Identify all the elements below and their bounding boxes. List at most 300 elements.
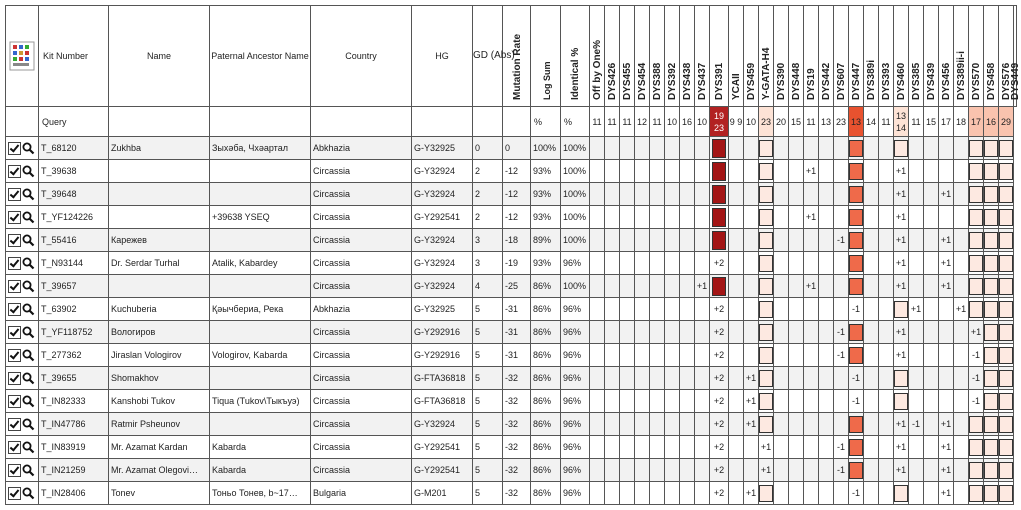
magnifier-icon[interactable] [21, 486, 35, 500]
row-checkbox[interactable] [8, 464, 21, 477]
match-swatch [969, 485, 983, 502]
marker-diff [984, 436, 999, 459]
marker-diff [605, 436, 620, 459]
query-marker-value: 11 [879, 107, 894, 137]
marker-diff [999, 229, 1014, 252]
marker-diff [620, 367, 635, 390]
cell-country: Abkhazia [311, 137, 412, 160]
marker-diff [744, 229, 759, 252]
marker-header-dys389i[interactable] [864, 6, 879, 107]
mutation-rate-header[interactable] [503, 6, 531, 107]
magnifier-icon[interactable] [21, 348, 35, 362]
cell-name: Вологиров [109, 321, 210, 344]
marker-diff [984, 459, 999, 482]
cell-gd: 5 [473, 344, 503, 367]
marker-diff [759, 321, 774, 344]
marker-diff: +1 [894, 206, 909, 229]
marker-label: DYS390 [776, 62, 787, 100]
marker-diff [729, 298, 744, 321]
cell-haplogroup: G-Y32924 [412, 183, 473, 206]
marker-header-dys389ii-i[interactable] [954, 6, 969, 107]
marker-diff [834, 275, 849, 298]
identical-header[interactable] [561, 6, 590, 107]
query-marker-value: 11 [620, 107, 635, 137]
marker-diff [635, 482, 650, 505]
marker-diff [665, 413, 680, 436]
row-checkbox[interactable] [8, 257, 21, 270]
marker-diff [954, 459, 969, 482]
cell-haplogroup: G-M201 [412, 482, 473, 505]
marker-diff [665, 206, 680, 229]
cell-identical: 86% [531, 321, 561, 344]
marker-diff [650, 436, 665, 459]
marker-diff [729, 252, 744, 275]
marker-header-dys456[interactable] [939, 6, 954, 107]
marker-header-dys455[interactable] [620, 6, 635, 107]
marker-diff [849, 459, 864, 482]
marker-header-dys438[interactable] [680, 6, 695, 107]
marker-diff [695, 367, 710, 390]
marker-diff [774, 160, 789, 183]
cell-kit-number: T_YF118752 [39, 321, 109, 344]
marker-diff [590, 436, 605, 459]
marker-diff [635, 436, 650, 459]
magnifier-icon[interactable] [21, 233, 35, 247]
cell-kit-number: T_39648 [39, 183, 109, 206]
marker-diff [605, 321, 620, 344]
cell-gd: 2 [473, 183, 503, 206]
row-actions [6, 206, 39, 229]
table-row [6, 436, 1017, 459]
table-row [6, 206, 1017, 229]
marker-diff [849, 413, 864, 436]
marker-diff [650, 459, 665, 482]
cell-log-sum: -32 [503, 436, 531, 459]
marker-diff [984, 275, 999, 298]
marker-diff [650, 344, 665, 367]
cell-haplogroup: G-FTA36818 [412, 367, 473, 390]
marker-header-dys459[interactable] [744, 6, 759, 107]
cell-gd: 2 [473, 206, 503, 229]
marker-diff [774, 459, 789, 482]
marker-diff [635, 390, 650, 413]
marker-header-dys448[interactable] [789, 6, 804, 107]
row-checkbox[interactable] [8, 142, 21, 155]
marker-diff [665, 298, 680, 321]
marker-diff [819, 459, 834, 482]
marker-diff [665, 183, 680, 206]
match-swatch [849, 462, 863, 479]
marker-header-dys439[interactable] [924, 6, 939, 107]
marker-diff [924, 436, 939, 459]
marker-diff: +1 [939, 459, 954, 482]
row-checkbox[interactable] [8, 441, 21, 454]
match-swatch [999, 209, 1013, 226]
marker-header-dys385[interactable] [909, 6, 924, 107]
row-checkbox[interactable] [8, 165, 21, 178]
marker-diff [620, 482, 635, 505]
marker-header-dys442[interactable] [819, 6, 834, 107]
marker-diff [834, 390, 849, 413]
marker-diff [939, 390, 954, 413]
marker-diff [620, 275, 635, 298]
marker-diff [635, 321, 650, 344]
match-swatch [984, 416, 998, 433]
match-swatch [999, 393, 1013, 410]
marker-diff: +1 [744, 390, 759, 413]
magnifier-icon[interactable] [21, 302, 35, 316]
match-swatch [984, 462, 998, 479]
marker-diff [999, 413, 1014, 436]
match-swatch [969, 439, 983, 456]
table-row [6, 482, 1017, 505]
marker-diff [819, 137, 834, 160]
marker-diff [849, 206, 864, 229]
magnifier-icon[interactable] [21, 417, 35, 431]
ycaii-match-swatch [712, 185, 726, 204]
marker-diff [909, 229, 924, 252]
marker-header-y-gata-h4[interactable] [759, 6, 774, 107]
marker-diff [804, 413, 819, 436]
cell-identical: 93% [531, 183, 561, 206]
match-swatch [849, 255, 863, 272]
marker-diff [744, 344, 759, 367]
row-checkbox[interactable] [8, 487, 21, 500]
cell-off-by-one: 100% [561, 229, 590, 252]
marker-diff [744, 321, 759, 344]
match-swatch [984, 140, 998, 157]
row-actions [6, 390, 39, 413]
marker-label: DYS454 [637, 62, 648, 100]
name-header[interactable]: Name [109, 6, 210, 107]
match-swatch [984, 209, 998, 226]
marker-diff [789, 137, 804, 160]
hg-header[interactable]: HG [412, 6, 473, 107]
match-swatch [969, 209, 983, 226]
marker-diff [620, 390, 635, 413]
match-swatch [984, 186, 998, 203]
cell-off-by-one: 96% [561, 436, 590, 459]
row-checkbox[interactable] [8, 303, 21, 316]
marker-diff [804, 482, 819, 505]
row-checkbox[interactable] [8, 418, 21, 431]
marker-header-dys19[interactable] [804, 6, 819, 107]
marker-header-dys426[interactable] [605, 6, 620, 107]
marker-diff [909, 252, 924, 275]
match-swatch [984, 278, 998, 295]
marker-diff: +1 [894, 459, 909, 482]
marker-header-dys458[interactable] [984, 6, 999, 107]
marker-diff [804, 344, 819, 367]
marker-header-dys390[interactable] [774, 6, 789, 107]
magnifier-icon[interactable] [21, 141, 35, 155]
match-swatch [894, 140, 908, 157]
marker-diff [864, 229, 879, 252]
marker-header-dys437[interactable] [695, 6, 710, 107]
query-marker-value: 15 [924, 107, 939, 137]
cell-off-by-one: 100% [561, 275, 590, 298]
match-swatch [759, 163, 773, 180]
marker-diff [924, 482, 939, 505]
marker-diff [984, 206, 999, 229]
row-checkbox[interactable] [8, 188, 21, 201]
marker-label: DYS439 [926, 62, 937, 100]
marker-diff [680, 321, 695, 344]
row-actions [6, 229, 39, 252]
marker-diff [665, 459, 680, 482]
marker-header-dys607[interactable] [834, 6, 849, 107]
cell-gd: 5 [473, 390, 503, 413]
magnifier-icon[interactable] [21, 164, 35, 178]
marker-label: DYS458 [986, 62, 997, 100]
marker-diff [969, 413, 984, 436]
cell-identical: 86% [531, 275, 561, 298]
match-swatch [999, 462, 1013, 479]
query-marker-value: 23 [834, 107, 849, 137]
cell-log-sum: -32 [503, 482, 531, 505]
marker-diff [984, 344, 999, 367]
ycaii-match-swatch [712, 139, 726, 158]
marker-diff [879, 298, 894, 321]
marker-diff [620, 229, 635, 252]
query-country [311, 107, 412, 137]
match-swatch [999, 416, 1013, 433]
match-swatch [849, 278, 863, 295]
marker-diff [759, 367, 774, 390]
cell-identical: 86% [531, 390, 561, 413]
marker-header-dys393[interactable] [879, 6, 894, 107]
magnifier-icon[interactable] [21, 371, 35, 385]
marker-diff [864, 252, 879, 275]
marker-header-dys391[interactable] [710, 6, 729, 107]
marker-diff: +1 [909, 298, 924, 321]
cell-log-sum: -31 [503, 321, 531, 344]
match-swatch [759, 232, 773, 249]
marker-diff [680, 229, 695, 252]
table-row [6, 229, 1017, 252]
country-header[interactable]: Country [311, 6, 412, 107]
marker-diff [635, 206, 650, 229]
marker-diff [999, 275, 1014, 298]
marker-diff [924, 298, 939, 321]
cell-haplogroup: G-Y32924 [412, 252, 473, 275]
marker-diff [774, 413, 789, 436]
marker-header-dys388[interactable] [650, 6, 665, 107]
match-swatch [984, 393, 998, 410]
marker-diff [695, 206, 710, 229]
query-name [109, 107, 210, 137]
gd-header[interactable]: GD (Abs) [473, 6, 503, 107]
marker-diff [789, 436, 804, 459]
match-swatch [999, 232, 1013, 249]
marker-diff [879, 344, 894, 367]
marker-diff [729, 229, 744, 252]
row-actions [6, 321, 39, 344]
cell-name: Shomakhov [109, 367, 210, 390]
query-gd [473, 107, 503, 137]
marker-diff [864, 413, 879, 436]
magnifier-icon[interactable] [21, 210, 35, 224]
marker-label: DYS437 [697, 62, 708, 100]
marker-diff: -1 [969, 344, 984, 367]
query-off-by-one: % [561, 107, 590, 137]
marker-header-dys392[interactable] [665, 6, 680, 107]
marker-diff [635, 137, 650, 160]
cell-gd: 5 [473, 321, 503, 344]
marker-diff: +1 [969, 321, 984, 344]
marker-diff [774, 252, 789, 275]
marker-diff [909, 183, 924, 206]
marker-diff: +1 [939, 413, 954, 436]
marker-header-dys449[interactable] [1010, 6, 1021, 107]
paternal-ancestor-header[interactable]: Paternal Ancestor Name [210, 6, 311, 107]
marker-diff [695, 390, 710, 413]
cell-log-sum: 0 [503, 137, 531, 160]
marker-diff [695, 482, 710, 505]
row-checkbox[interactable] [8, 234, 21, 247]
magnifier-icon[interactable] [21, 463, 35, 477]
row-checkbox[interactable] [8, 372, 21, 385]
cell-name: Ratmir Psheunov [109, 413, 210, 436]
marker-header-dys570[interactable] [969, 6, 984, 107]
query-marker-value: 13 14 [894, 107, 909, 137]
marker-diff: +2 [710, 482, 729, 505]
cell-country: Circassia [311, 321, 412, 344]
marker-diff [680, 344, 695, 367]
cell-log-sum: -12 [503, 183, 531, 206]
marker-label: Y-GATA-H4 [761, 47, 772, 100]
magnifier-icon[interactable] [21, 279, 35, 293]
marker-diff [954, 252, 969, 275]
ycaii-match-swatch [712, 208, 726, 227]
marker-diff [774, 367, 789, 390]
marker-diff [590, 183, 605, 206]
cell-off-by-one: 96% [561, 344, 590, 367]
magnifier-icon[interactable] [21, 256, 35, 270]
marker-header-dys454[interactable] [635, 6, 650, 107]
marker-diff [620, 137, 635, 160]
marker-header-ycaii[interactable] [729, 6, 744, 107]
row-checkbox[interactable] [8, 349, 21, 362]
row-checkbox[interactable] [8, 280, 21, 293]
match-swatch [759, 255, 773, 272]
marker-diff: +2 [710, 436, 729, 459]
cell-paternal-ancestor: Тоньо Тонев, b~17… [210, 482, 311, 505]
marker-diff [774, 436, 789, 459]
marker-diff [939, 321, 954, 344]
marker-diff [665, 367, 680, 390]
cell-log-sum: -32 [503, 413, 531, 436]
marker-diff [804, 367, 819, 390]
cell-haplogroup: G-Y32925 [412, 298, 473, 321]
magnifier-icon[interactable] [21, 440, 35, 454]
marker-diff [605, 252, 620, 275]
marker-diff [999, 206, 1014, 229]
row-checkbox[interactable] [8, 211, 21, 224]
marker-diff [789, 183, 804, 206]
match-swatch [999, 439, 1013, 456]
marker-diff [849, 229, 864, 252]
marker-diff [774, 344, 789, 367]
marker-diff [939, 206, 954, 229]
off-by-one-header[interactable] [590, 6, 605, 107]
marker-diff [894, 298, 909, 321]
marker-diff [665, 436, 680, 459]
marker-diff [879, 206, 894, 229]
query-marker-value: 9 9 [729, 107, 744, 137]
table-row [6, 344, 1017, 367]
row-actions [6, 298, 39, 321]
logo-header [6, 6, 39, 107]
marker-diff [819, 252, 834, 275]
cell-off-by-one: 96% [561, 367, 590, 390]
magnifier-icon[interactable] [21, 394, 35, 408]
marker-diff [744, 160, 759, 183]
marker-diff [635, 298, 650, 321]
marker-label: DYS448 [791, 62, 802, 100]
row-checkbox[interactable] [8, 326, 21, 339]
marker-diff [650, 413, 665, 436]
match-swatch [759, 347, 773, 364]
marker-diff: +1 [939, 252, 954, 275]
cell-gd: 3 [473, 252, 503, 275]
cell-off-by-one: 96% [561, 482, 590, 505]
marker-diff [774, 482, 789, 505]
marker-diff [695, 252, 710, 275]
marker-diff [729, 160, 744, 183]
marker-diff [695, 344, 710, 367]
cell-log-sum: -32 [503, 390, 531, 413]
marker-diff [789, 459, 804, 482]
marker-diff [879, 436, 894, 459]
marker-diff [759, 137, 774, 160]
match-swatch [759, 186, 773, 203]
marker-diff [984, 367, 999, 390]
cell-name: Tonev [109, 482, 210, 505]
magnifier-icon[interactable] [21, 187, 35, 201]
marker-diff [879, 252, 894, 275]
match-swatch [849, 163, 863, 180]
log-sum-header[interactable] [531, 6, 561, 107]
marker-diff [984, 183, 999, 206]
marker-diff [954, 137, 969, 160]
match-swatch [969, 163, 983, 180]
cell-gd: 3 [473, 229, 503, 252]
row-checkbox[interactable] [8, 395, 21, 408]
cell-haplogroup: G-Y32925 [412, 137, 473, 160]
marker-diff: -1 [909, 413, 924, 436]
cell-country: Abkhazia [311, 298, 412, 321]
match-swatch [969, 278, 983, 295]
marker-header-dys447[interactable] [849, 6, 864, 107]
marker-diff [605, 459, 620, 482]
marker-diff: +2 [710, 321, 729, 344]
match-swatch [759, 485, 773, 502]
cell-identical: 86% [531, 344, 561, 367]
kit-number-header[interactable]: Kit Number [39, 6, 109, 107]
marker-diff: -1 [969, 390, 984, 413]
marker-diff [804, 436, 819, 459]
cell-off-by-one: 96% [561, 413, 590, 436]
marker-diff [999, 459, 1014, 482]
marker-diff [635, 459, 650, 482]
query-marker-value: 17 [969, 107, 984, 137]
marker-header-dys460[interactable] [894, 6, 909, 107]
magnifier-icon[interactable] [21, 325, 35, 339]
marker-diff [864, 436, 879, 459]
marker-diff [954, 321, 969, 344]
match-swatch [894, 370, 908, 387]
